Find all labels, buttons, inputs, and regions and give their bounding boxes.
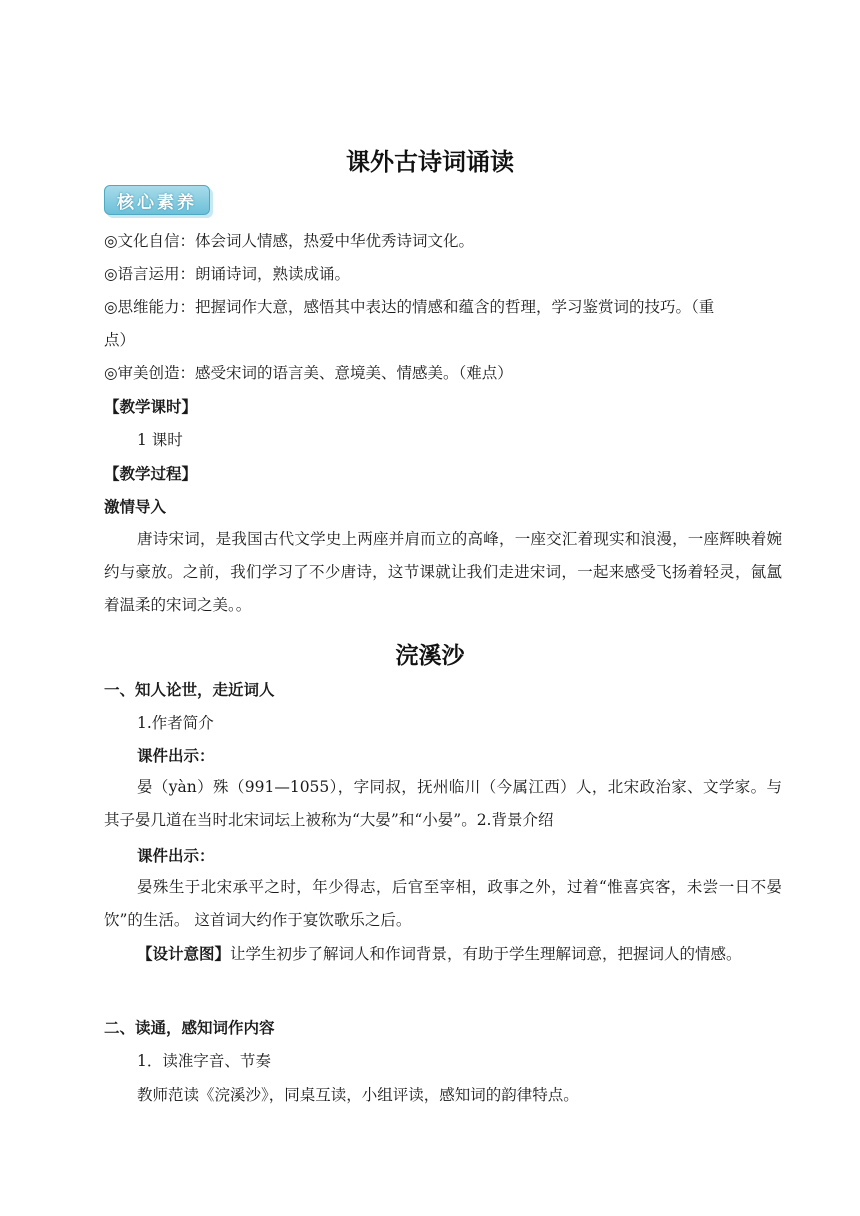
courseware-label: 课件出示： [137,847,215,865]
intro-heading: 激情导入 [104,498,167,516]
core-literacy-badge: 核心素养 [104,185,210,215]
design-intent-text: 让学生初步了解词人和作词背景，有助于学生理解词意，把握词人的情感。 [230,945,742,963]
poem-title: 浣溪沙 [395,643,465,669]
design-intent-label: 【设计意图】 [137,945,231,963]
author-paragraph: 晏（yàn）殊（991—1055），字同叔，抚州临川（今属江西）人，北宋政治家、文学家。与其子晏几道在当时北宋词坛上被称为“大晏”和“小晏”。2.背景介绍 [104,778,782,829]
design-intent-paragraph [104,938,782,971]
section2-heading: 二、读通，感知词作内容 [104,1019,275,1037]
document-title: 课外古诗词诵读 [346,148,514,176]
background-paragraph: 晏殊生于北宋承平之时，年少得志，后官至宰相，政事之外，过着“惟喜宾客，未尝一日不晏饮”的生活。 这首词大约作于宴饮歌乐之后。 [104,878,782,929]
core-literacy-item-language: ◎语言运用：朗诵诗词，熟读成诵。 [104,265,351,283]
core-literacy-item-thinking: ◎思维能力：把握词作大意，感悟其中表达的情感和蕴含的哲理，学习鉴赏词的技巧。（重 [104,298,715,316]
intro-paragraph: 唐诗宋词，是我国古代文学史上两座并肩而立的高峰，一座交汇着现实和浪漫，一座辉映着婉约与豪放。之前，我们学习了不少唐诗，这节课就让我们走进宋词，一起来感受飞扬着轻灵，氤氲着温柔的宋词之美。。 [104,530,782,614]
author-intro-label: 1.作者简介 [137,714,214,732]
courseware-label: 课件出示： [137,747,215,765]
process-heading: 【教学过程】 [104,465,198,483]
step1-label: 1．读准字音、节奏 [137,1052,271,1070]
core-literacy-item-aesthetic: ◎审美创造：感受宋词的语言美、意境美、情感美。（难点） [104,364,513,382]
core-literacy-item-culture: ◎文化自信：体会词人情感，热爱中华优秀诗词文化。 [104,232,475,250]
core-literacy-item-thinking-cont: 点） [104,331,136,349]
class-hours-value: 1 课时 [137,431,183,449]
section1-heading: 一、知人论世，走近词人 [104,681,275,699]
step1-text: 教师范读《浣溪沙》，同桌互读，小组评读，感知词的韵律特点。 [137,1086,579,1104]
class-hours-heading: 【教学课时】 [104,398,198,416]
